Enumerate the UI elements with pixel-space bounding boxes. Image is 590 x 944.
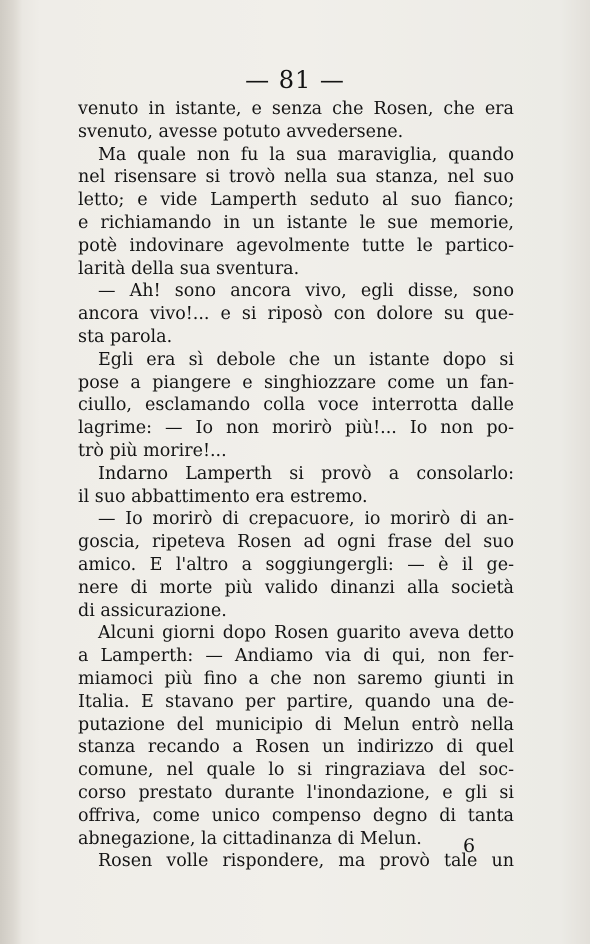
text-line: — Io morirò di crepacuore, io morirò di an- <box>98 509 514 530</box>
text-line: Rosen volle rispondere, ma provò tale un <box>98 851 514 872</box>
text-line: abnegazione, la cittadinanza di Melun. <box>78 828 422 849</box>
text-line: sta parola. <box>78 326 173 347</box>
text-line: venuto in istante, e senza che Rosen, che era <box>78 99 514 119</box>
text-line: svenuto, avesse potuto avvedersene. <box>78 121 404 142</box>
text-line: trò più morire!... <box>78 440 227 461</box>
text-line: Indarno Lamperth si provò a consolarlo: <box>98 463 514 484</box>
text-line: e richiamando in un istante le sue memorie, <box>78 212 514 233</box>
text-line: ciullo, esclamando colla voce interrotta dalle <box>78 395 514 416</box>
text-line: Italia. E stavano per partire, quando una de- <box>78 691 514 712</box>
text-line: goscia, ripeteva Rosen ad ogni frase del suo <box>78 532 514 553</box>
text-line: di assicurazione. <box>78 600 227 621</box>
page-gutter-shadow <box>0 0 22 944</box>
text-line: stanza recando a Rosen un indirizzo di quel <box>78 737 514 758</box>
body-text <box>78 98 514 873</box>
text-line: — Ah! sono ancora vivo, egli disse, sono <box>98 281 514 302</box>
text-line: potè indovinare agevolmente tutte le partico- <box>78 235 514 256</box>
text-line: amico. E l'altro a soggiungergli: — è il ge- <box>78 554 514 575</box>
text-line: nel risensare si trovò nella sua stanza, nel suo <box>78 167 514 188</box>
text-line: Ma quale non fu la sua maraviglia, quando <box>98 144 514 165</box>
text-line: letto; e vide Lamperth seduto al suo fianco; <box>78 190 514 211</box>
page-number: — 81 — <box>245 66 345 94</box>
text-line: miamoci più fino a che non saremo giunti in <box>78 668 514 689</box>
text-line: ancora vivo!... e si riposò con dolore su que- <box>78 304 514 325</box>
text-line: larità della sua sventura. <box>78 258 300 279</box>
text-line: pose a piangere e singhiozzare come un fan- <box>78 372 514 393</box>
text-line: lagrime: — Io non morirò più!... Io non po- <box>78 418 514 439</box>
text-line: Egli era sì debole che un istante dopo si <box>98 349 514 370</box>
text-line: offriva, come unico compenso degno di tanta <box>78 805 514 826</box>
signature-mark: 6 <box>463 835 476 857</box>
text-line: il suo abbattimento era estremo. <box>78 486 368 507</box>
text-line: a Lamperth: — Andiamo via di qui, non fer- <box>78 646 514 667</box>
text-line: nere di morte più valido dinanzi alla società <box>78 577 514 598</box>
text-line: Alcuni giorni dopo Rosen guarito aveva detto <box>98 623 514 644</box>
text-line: comune, nel quale lo si ringraziava del soc- <box>78 760 514 781</box>
text-line: putazione del municipio di Melun entrò nella <box>78 714 514 735</box>
text-line: corso prestato durante l'inondazione, e gli si <box>78 782 514 803</box>
